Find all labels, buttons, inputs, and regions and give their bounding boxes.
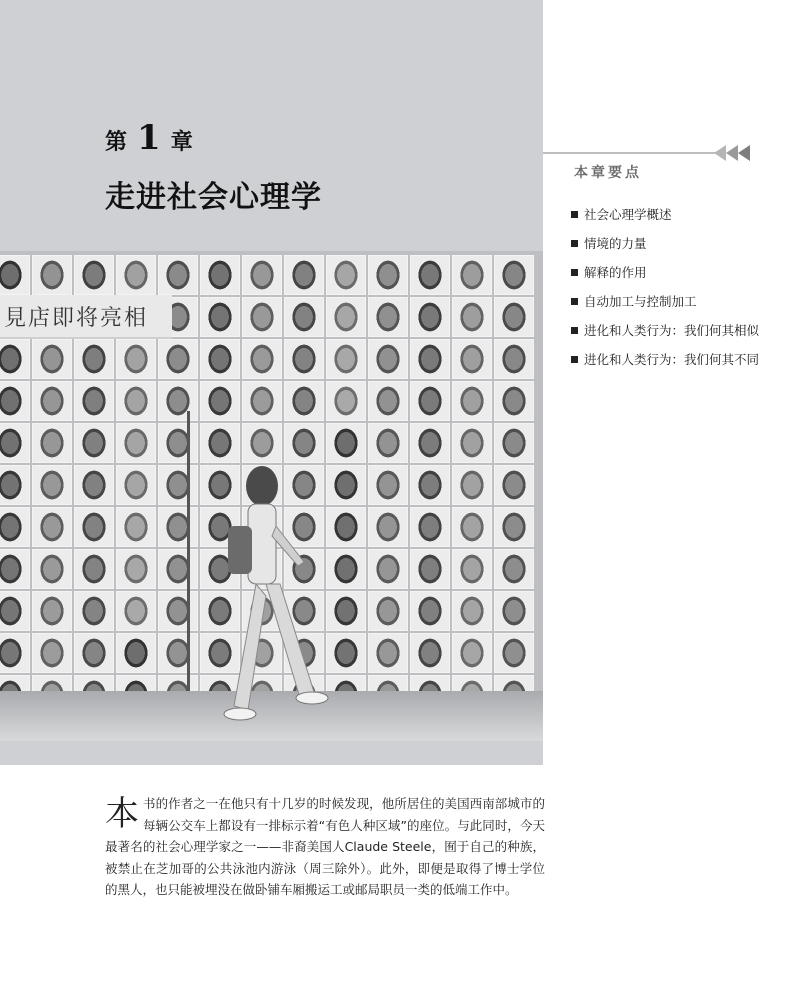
- portrait-tile: [158, 591, 198, 631]
- portrait-tile: [494, 507, 534, 547]
- portrait-tile: [74, 465, 114, 505]
- portrait-tile: [494, 423, 534, 463]
- key-point-item: [571, 263, 771, 283]
- portrait-tile: [410, 633, 450, 673]
- portrait-tile: [326, 339, 366, 379]
- square-bullet-icon: [571, 327, 578, 334]
- portrait-tile: [200, 297, 240, 337]
- sidebar-divider: [543, 152, 715, 154]
- portrait-tile: [410, 339, 450, 379]
- portrait-tile: [410, 591, 450, 631]
- portrait-tile: [494, 381, 534, 421]
- portrait-tile: [116, 423, 156, 463]
- portrait-tile: [0, 381, 30, 421]
- portrait-tile: [200, 339, 240, 379]
- portrait-tile: [326, 465, 366, 505]
- square-bullet-icon: [571, 240, 578, 247]
- key-point-text: 进化和人类行为：我们何其相似: [584, 323, 760, 338]
- portrait-tile: [368, 549, 408, 589]
- sidebar-title: 本章要点: [574, 165, 642, 181]
- portrait-tile: [242, 339, 282, 379]
- portrait-tile: [284, 423, 324, 463]
- key-point-text: 自动加工与控制加工: [584, 294, 697, 309]
- square-bullet-icon: [571, 211, 578, 218]
- portrait-tile: [410, 381, 450, 421]
- portrait-tile: [0, 549, 30, 589]
- portrait-tile: [116, 507, 156, 547]
- portrait-tile: [74, 339, 114, 379]
- key-point-item: [571, 205, 771, 225]
- portrait-tile: [326, 633, 366, 673]
- body-text: 书的作者之一在他只有十几岁的时候发现，他所居住的美国西南部城市的每辆公交车上都设有一排标示着“有色人种区域”的座位。与此同时，今天最著名的社会心理学家之一——非裔美国人Claude Steele，囿于自己的种族，被禁止在芝加哥的公共泳池内游泳（周三除外）。此外，即便是取得了博士学位的黑人，也只能被埋没在做卧铺车厢搬运工或邮局职员一类的低端工作中。: [105, 796, 545, 897]
- portrait-tile: [410, 465, 450, 505]
- walking-woman-figure: [200, 466, 330, 731]
- chapter-prefix: 第: [105, 129, 128, 155]
- portrait-tile: [158, 423, 198, 463]
- portrait-tile: [0, 633, 30, 673]
- portrait-tile: [410, 423, 450, 463]
- portrait-tile: [74, 633, 114, 673]
- portrait-tile: [74, 507, 114, 547]
- portrait-tile: [410, 297, 450, 337]
- portrait-tile: [32, 633, 72, 673]
- key-point-text: 社会心理学概述: [584, 207, 672, 222]
- chapter-title: 走进社会心理学: [105, 180, 322, 215]
- portrait-tile: [74, 591, 114, 631]
- portrait-tile: [452, 255, 492, 295]
- key-point-text: 进化和人类行为：我们何其不同: [584, 352, 760, 367]
- portrait-tile: [284, 339, 324, 379]
- portrait-tile: [242, 423, 282, 463]
- portrait-tile: [74, 255, 114, 295]
- portrait-tile: [452, 591, 492, 631]
- dropcap: 本: [105, 794, 139, 834]
- portrait-tile: [158, 633, 198, 673]
- portrait-tile: [74, 423, 114, 463]
- portrait-tile: [452, 465, 492, 505]
- portrait-tile: [32, 465, 72, 505]
- portrait-tile: [494, 255, 534, 295]
- portrait-tile: [494, 339, 534, 379]
- portrait-tile: [284, 255, 324, 295]
- portrait-tile: [494, 465, 534, 505]
- portrait-tile: [368, 297, 408, 337]
- portrait-tile: [368, 591, 408, 631]
- portrait-tile: [158, 465, 198, 505]
- portrait-tile: [452, 297, 492, 337]
- portrait-tile: [368, 339, 408, 379]
- portrait-tile: [326, 591, 366, 631]
- portrait-tile: [452, 549, 492, 589]
- portrait-tile: [0, 255, 30, 295]
- square-bullet-icon: [571, 298, 578, 305]
- portrait-tile: [452, 507, 492, 547]
- portrait-tile: [242, 297, 282, 337]
- portrait-tile: [116, 381, 156, 421]
- portrait-tile: [368, 381, 408, 421]
- portrait-tile: [368, 255, 408, 295]
- portrait-tile: [0, 465, 30, 505]
- portrait-tile: [158, 381, 198, 421]
- portrait-tile: [0, 507, 30, 547]
- key-point-item: [571, 234, 771, 254]
- pole: [187, 411, 190, 711]
- portrait-tile: [326, 297, 366, 337]
- body-paragraph: [105, 793, 545, 901]
- arrows-icon: [714, 145, 754, 161]
- chapter-label: [105, 118, 193, 158]
- portrait-tile: [284, 381, 324, 421]
- portrait-tile: [452, 381, 492, 421]
- portrait-tile: [242, 381, 282, 421]
- key-point-item: [571, 321, 771, 341]
- portrait-tile: [158, 549, 198, 589]
- portrait-tile: [32, 423, 72, 463]
- portrait-tile: [452, 633, 492, 673]
- portrait-tile: [494, 549, 534, 589]
- portrait-tile: [116, 549, 156, 589]
- portrait-tile: [284, 297, 324, 337]
- portrait-tile: [32, 549, 72, 589]
- portrait-tile: [32, 255, 72, 295]
- portrait-tile: [452, 423, 492, 463]
- portrait-tile: [0, 423, 30, 463]
- portrait-tile: [410, 255, 450, 295]
- chapter-suffix: 章: [170, 129, 193, 155]
- chapter-photo: [0, 251, 543, 741]
- portrait-tile: [32, 339, 72, 379]
- portrait-tile: [494, 633, 534, 673]
- portrait-tile: [326, 381, 366, 421]
- portrait-tile: [200, 381, 240, 421]
- portrait-tile: [116, 339, 156, 379]
- portrait-tile: [368, 465, 408, 505]
- key-points-list: [571, 205, 771, 379]
- portrait-tile: [116, 255, 156, 295]
- key-point-text: 情境的力量: [584, 236, 647, 251]
- portrait-tile: [158, 255, 198, 295]
- portrait-tile: [0, 339, 30, 379]
- portrait-tile: [452, 339, 492, 379]
- portrait-tile: [116, 591, 156, 631]
- key-point-item: [571, 292, 771, 312]
- portrait-tile: [326, 423, 366, 463]
- portrait-tile: [32, 381, 72, 421]
- portrait-tile: [410, 507, 450, 547]
- chapter-number: 1: [137, 118, 161, 158]
- key-point-item: [571, 350, 771, 370]
- portrait-tile: [74, 549, 114, 589]
- portrait-tile: [158, 339, 198, 379]
- portrait-tile: [326, 549, 366, 589]
- portrait-tile: [410, 549, 450, 589]
- portrait-tile: [494, 591, 534, 631]
- square-bullet-icon: [571, 356, 578, 363]
- portrait-tile: [200, 255, 240, 295]
- key-point-text: 解释的作用: [584, 265, 647, 280]
- portrait-tile: [368, 423, 408, 463]
- portrait-tile: [368, 507, 408, 547]
- portrait-tile: [326, 255, 366, 295]
- portrait-tile: [326, 507, 366, 547]
- portrait-tile: [494, 297, 534, 337]
- storefront-sign: 見店即将亮相: [0, 295, 172, 339]
- square-bullet-icon: [571, 269, 578, 276]
- portrait-tile: [368, 633, 408, 673]
- portrait-tile: [74, 381, 114, 421]
- portrait-tile: [116, 633, 156, 673]
- portrait-tile: [242, 255, 282, 295]
- portrait-tile: [0, 591, 30, 631]
- portrait-tile: [32, 507, 72, 547]
- portrait-tile: [32, 591, 72, 631]
- portrait-tile: [158, 507, 198, 547]
- portrait-tile: [200, 423, 240, 463]
- portrait-tile: [116, 465, 156, 505]
